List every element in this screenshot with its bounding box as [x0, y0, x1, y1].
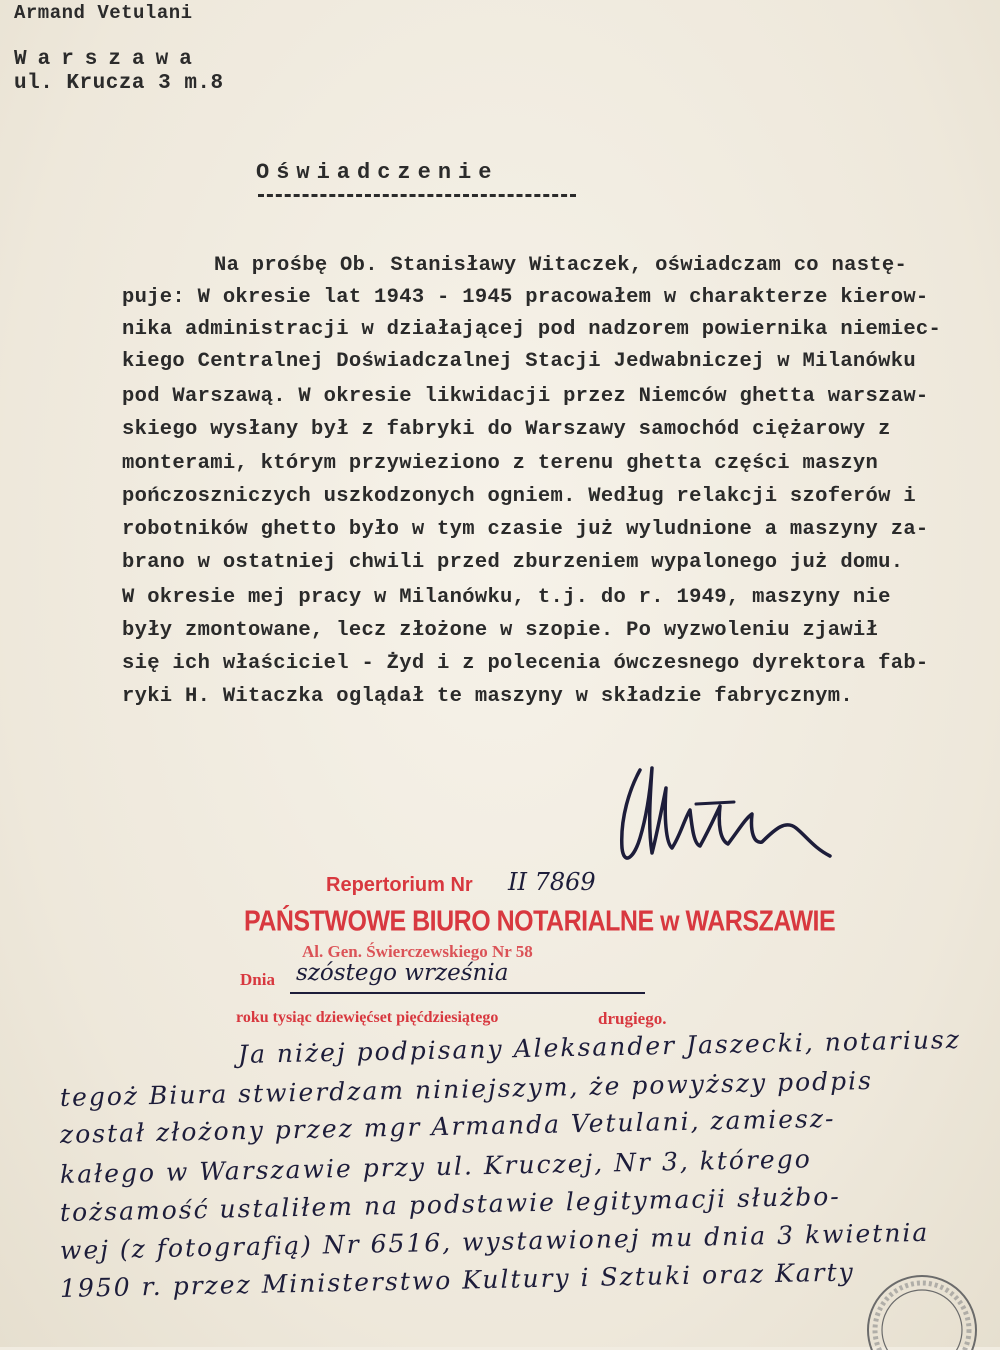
date-underline: [290, 992, 645, 994]
body-line: skiego wysłany był z fabryki do Warszawy samochód ciężarowy z: [122, 418, 891, 441]
body-line: ryki H. Witaczka oglądał te maszyny w składzie fabrycznym.: [122, 685, 853, 708]
body-line: były zmontowane, lecz złożone w szopie. Po wyzwoleniu zjawił: [122, 619, 879, 642]
sender-street: ul. Krucza 3 m.8: [14, 72, 224, 95]
body-line: kiego Centralnej Doświadczalnej Stacji Jedwabniczej w Milanówku: [122, 350, 916, 373]
body-line: robotników ghetto było w tym czasie już wyludnione a maszyny za-: [122, 518, 929, 541]
sender-name: Armand Vetulani: [14, 2, 193, 24]
title-underline: [258, 194, 576, 197]
stamp-dnia-label: Dnia: [240, 970, 275, 989]
repertorium-number: II 7869: [508, 868, 596, 896]
handwritten-line: został złożony przez mgr Armanda Vetulani, zamiesz-: [59, 1103, 836, 1149]
handwritten-line: 1950 r. przez Ministerstwo Kultury i Sztuki oraz Karty: [59, 1257, 856, 1303]
handwritten-line: tegoż Biura stwierdzam niniejszym, że powyższy podpis: [59, 1065, 874, 1112]
stamp-year-text: roku tysiąc dziewięćset pięćdziesiątego: [236, 1009, 499, 1026]
notary-date: szóstego września: [296, 960, 509, 986]
handwritten-line: Ja niżej podpisany Aleksander Jaszecki, notariusz: [237, 1024, 962, 1069]
body-line: nika administracji w działającej pod nadzorem powiernika niemiec-: [122, 318, 942, 341]
stamp-address: Al. Gen. Świerczewskiego Nr 58: [302, 942, 533, 961]
round-seal: [862, 1270, 982, 1350]
signature: [600, 748, 850, 888]
body-line: brano w ostatniej chwili przed zburzeniem wypalonego już domu.: [122, 551, 904, 574]
handwritten-line: tożsamość ustaliłem na podstawie legitymacji służbo-: [59, 1181, 842, 1227]
stamp-office-name: PAŃSTWOWE BIURO NOTARIALNE w WARSZAWIE: [244, 905, 836, 938]
stamp-repertorium-label: Repertorium Nr: [326, 874, 473, 896]
stamp-year-hand: drugiego.: [598, 1009, 667, 1028]
body-line: się ich właściciel - Żyd i z polecenia ówczesnego dyrektora fab-: [122, 652, 929, 675]
body-line: monterami, którym przywieziono z terenu ghetta części maszyn: [122, 452, 879, 475]
handwritten-line: wej (z fotografią) Nr 6516, wystawionej mu dnia 3 kwietnia: [59, 1217, 930, 1265]
handwritten-line: kałego w Warszawie przy ul. Kruczej, Nr 3, którego: [59, 1144, 813, 1189]
sender-city: Warszawa: [14, 48, 203, 71]
body-line: pod Warszawą. W okresie likwidacji przez Niemców ghetta warszaw-: [122, 385, 929, 408]
body-line: W okresie mej pracy w Milanówku, t.j. do r. 1949, maszyny nie: [122, 586, 891, 609]
body-line: Na prośbę Ob. Stanisławy Witaczek, oświadczam co nastę-: [214, 254, 908, 277]
body-line: pończoszniczych uszkodzonych ogniem. Według relakcji szoferów i: [122, 485, 916, 508]
document-title: Oświadczenie: [256, 160, 499, 185]
body-line: puje: W okresie lat 1943 - 1945 pracowałem w charakterze kierow-: [122, 286, 929, 309]
